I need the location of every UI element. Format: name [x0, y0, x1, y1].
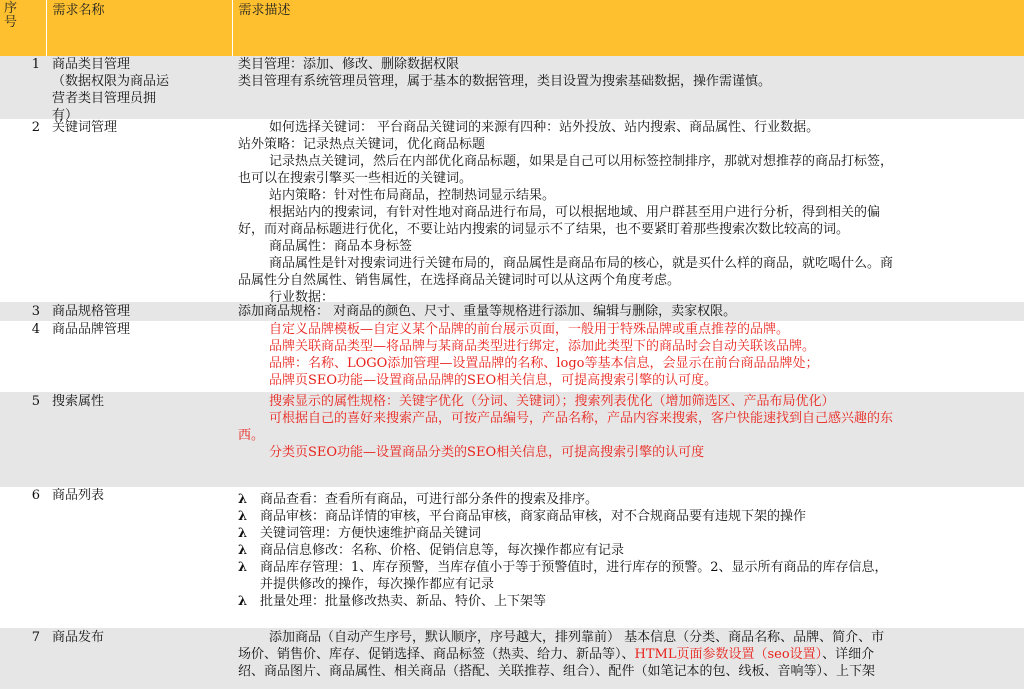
- row-name: 商品列表: [46, 486, 232, 628]
- bullet-icon: λ: [238, 542, 248, 558]
- row-name: 商品发布: [46, 628, 232, 688]
- row-desc: λ 商品查看：查看所有商品，可进行部分条件的搜索及排序。 λ 商品审核：商品详情的审核，平台商品审核，商家商品审核，对不合规商品要有违规下架的操作 λ 关键词管理：方便快速维护商品关键词 λ 商品信息修改：名称、价格、促销信息等，每次操作都应有记录 λ 商品库存管理：1、库存预警，当库存值小于等于预警值时，进行库存的预警。2、显示所有商品的库存信息， 并提供修改的操作，每次操作都应有记录 λ 批量处理：批量修改热卖、新品、特价、上下架等: [232, 486, 1024, 628]
- bullet-icon: λ: [238, 593, 248, 609]
- list-item: λ 批量处理：批量修改热卖、新品、特价、上下架等: [238, 593, 547, 609]
- table-header-row: [0, 0, 1024, 56]
- table-row: [0, 486, 1024, 628]
- row-index: 5: [0, 392, 46, 486]
- header-index: 序 号: [0, 0, 46, 56]
- list-item: λ 商品库存管理：1、库存预警，当库存值小于等于预警值时，进行库存的预警。2、显示所有商品的库存信息，: [238, 559, 888, 575]
- row-index: 3: [0, 302, 46, 320]
- table-row: [0, 118, 1024, 302]
- row-name: 商品类目管理 （数据权限为商品运 营者类目管理员拥 有）: [46, 56, 232, 118]
- table-row: [0, 302, 1024, 320]
- row-desc: 类目管理：添加、修改、删除数据权限 类目管理有系统管理员管理，属于基本的数据管理，类目设置为搜索基础数据，操作需谨慎。: [232, 56, 1024, 118]
- header-name: 需求名称: [46, 0, 232, 56]
- row-name: 关键词管理: [46, 118, 232, 302]
- row-index: 6: [0, 486, 46, 628]
- seo-setting-text: HTML页面参数设置（seo设置）: [634, 646, 823, 662]
- list-item: λ 商品审核：商品详情的审核，平台商品审核，商家商品审核，对不合规商品要有违规下架的操作: [238, 508, 807, 524]
- bullet-icon: λ: [238, 491, 248, 507]
- row-index: 7: [0, 628, 46, 688]
- table-row: [0, 628, 1024, 688]
- bullet-icon: λ: [238, 525, 248, 541]
- header-desc: 需求描述: [232, 0, 1024, 56]
- row-name: 搜索属性: [46, 392, 232, 486]
- row-index: 4: [0, 320, 46, 392]
- table-row: [0, 392, 1024, 486]
- row-index: 2: [0, 118, 46, 302]
- list-item: λ 商品查看：查看所有商品，可进行部分条件的搜索及排序。: [238, 491, 599, 507]
- row-name: 商品品牌管理: [46, 320, 232, 392]
- row-desc: 添加商品规格： 对商品的颜色、尺寸、重量等规格进行添加、编辑与删除，卖家权限。: [232, 302, 1024, 320]
- table-row: [0, 320, 1024, 392]
- row-desc: 自定义品牌模板—自定义某个品牌的前台展示页面，一般用于特殊品牌或重点推荐的品牌。 品牌关联商品类型—将品牌与某商品类型进行绑定，添加此类型下的商品时会自动关联该品牌。 品牌：名称、LOGO添加管理—设置品牌的名称、logo等基本信息，会显示在前台商品品牌处； 品牌页SEO功能—设置商品品牌的SEO相关信息，可提高搜索引擎的认可度。: [232, 320, 1024, 392]
- list-item: λ 关键词管理：方便快速维护商品关键词: [238, 525, 482, 541]
- bullet-icon: λ: [238, 559, 248, 575]
- list-item: λ 商品信息修改：名称、价格、促销信息等，每次操作都应有记录: [238, 542, 625, 558]
- row-desc: 如何选择关键词： 平台商品关键词的来源有四种：站外投放、站内搜索、商品属性、行业数据。 站外策略：记录热点关键词，优化商品标题 记录热点关键词，然后在内部优化商品标题，如果是自己可以用标签控制排序，那就对想推荐的商品打标签， 也可以在搜索引擎买一些相近的关键词。 站内策略：针对性布局商品，控制热词显示结果。 根据站内的搜索词，有针对性地对商品进行布局，可以根据地域、用户群甚至用户进行分析，得到相关的偏 好，而对商品标题进行优化，不要让站内搜索的词显示不了结果，也不要紧盯着那些搜索次数比较高的词。 商品属性：商品本身标签 商品属性是针对搜索词进行关键布局的，商品属性是商品布局的核心，就是买什么样的商品，就吃喝什么。商 品属性分自然属性、销售属性，在选择商品关键词时可以从这两个角度考虑。 行业数据：: [232, 118, 1024, 302]
- row-desc: 搜索显示的属性规格：关键字优化（分词、关键词）；搜索列表优化（增加筛选区、产品布局优化） 可根据自己的喜好来搜索产品，可按产品编号，产品名称，产品内容来搜索，客户快能速找到自己感兴趣的东 西。 分类页SEO功能—设置商品分类的SEO相关信息，可提高搜索引擎的认可度: [232, 392, 1024, 486]
- row-desc: 添加商品（自动产生序号，默认顺序，序号越大，排列靠前） 基本信息（分类、商品名称、品牌、简介、市 场价、销售价、库存、促销选择、商品标签（热卖、给力、新品等）、HTML页面参数设置（seo设置）、详细介 绍、商品图片、商品属性、相关商品（搭配、关联推荐、组合）、配件（如笔记本的包、线板、音响等）、上下架: [232, 628, 1024, 688]
- row-name: 商品规格管理: [46, 302, 232, 320]
- bullet-icon: λ: [238, 508, 248, 524]
- table-row: [0, 56, 1024, 118]
- row-index: 1: [0, 56, 46, 118]
